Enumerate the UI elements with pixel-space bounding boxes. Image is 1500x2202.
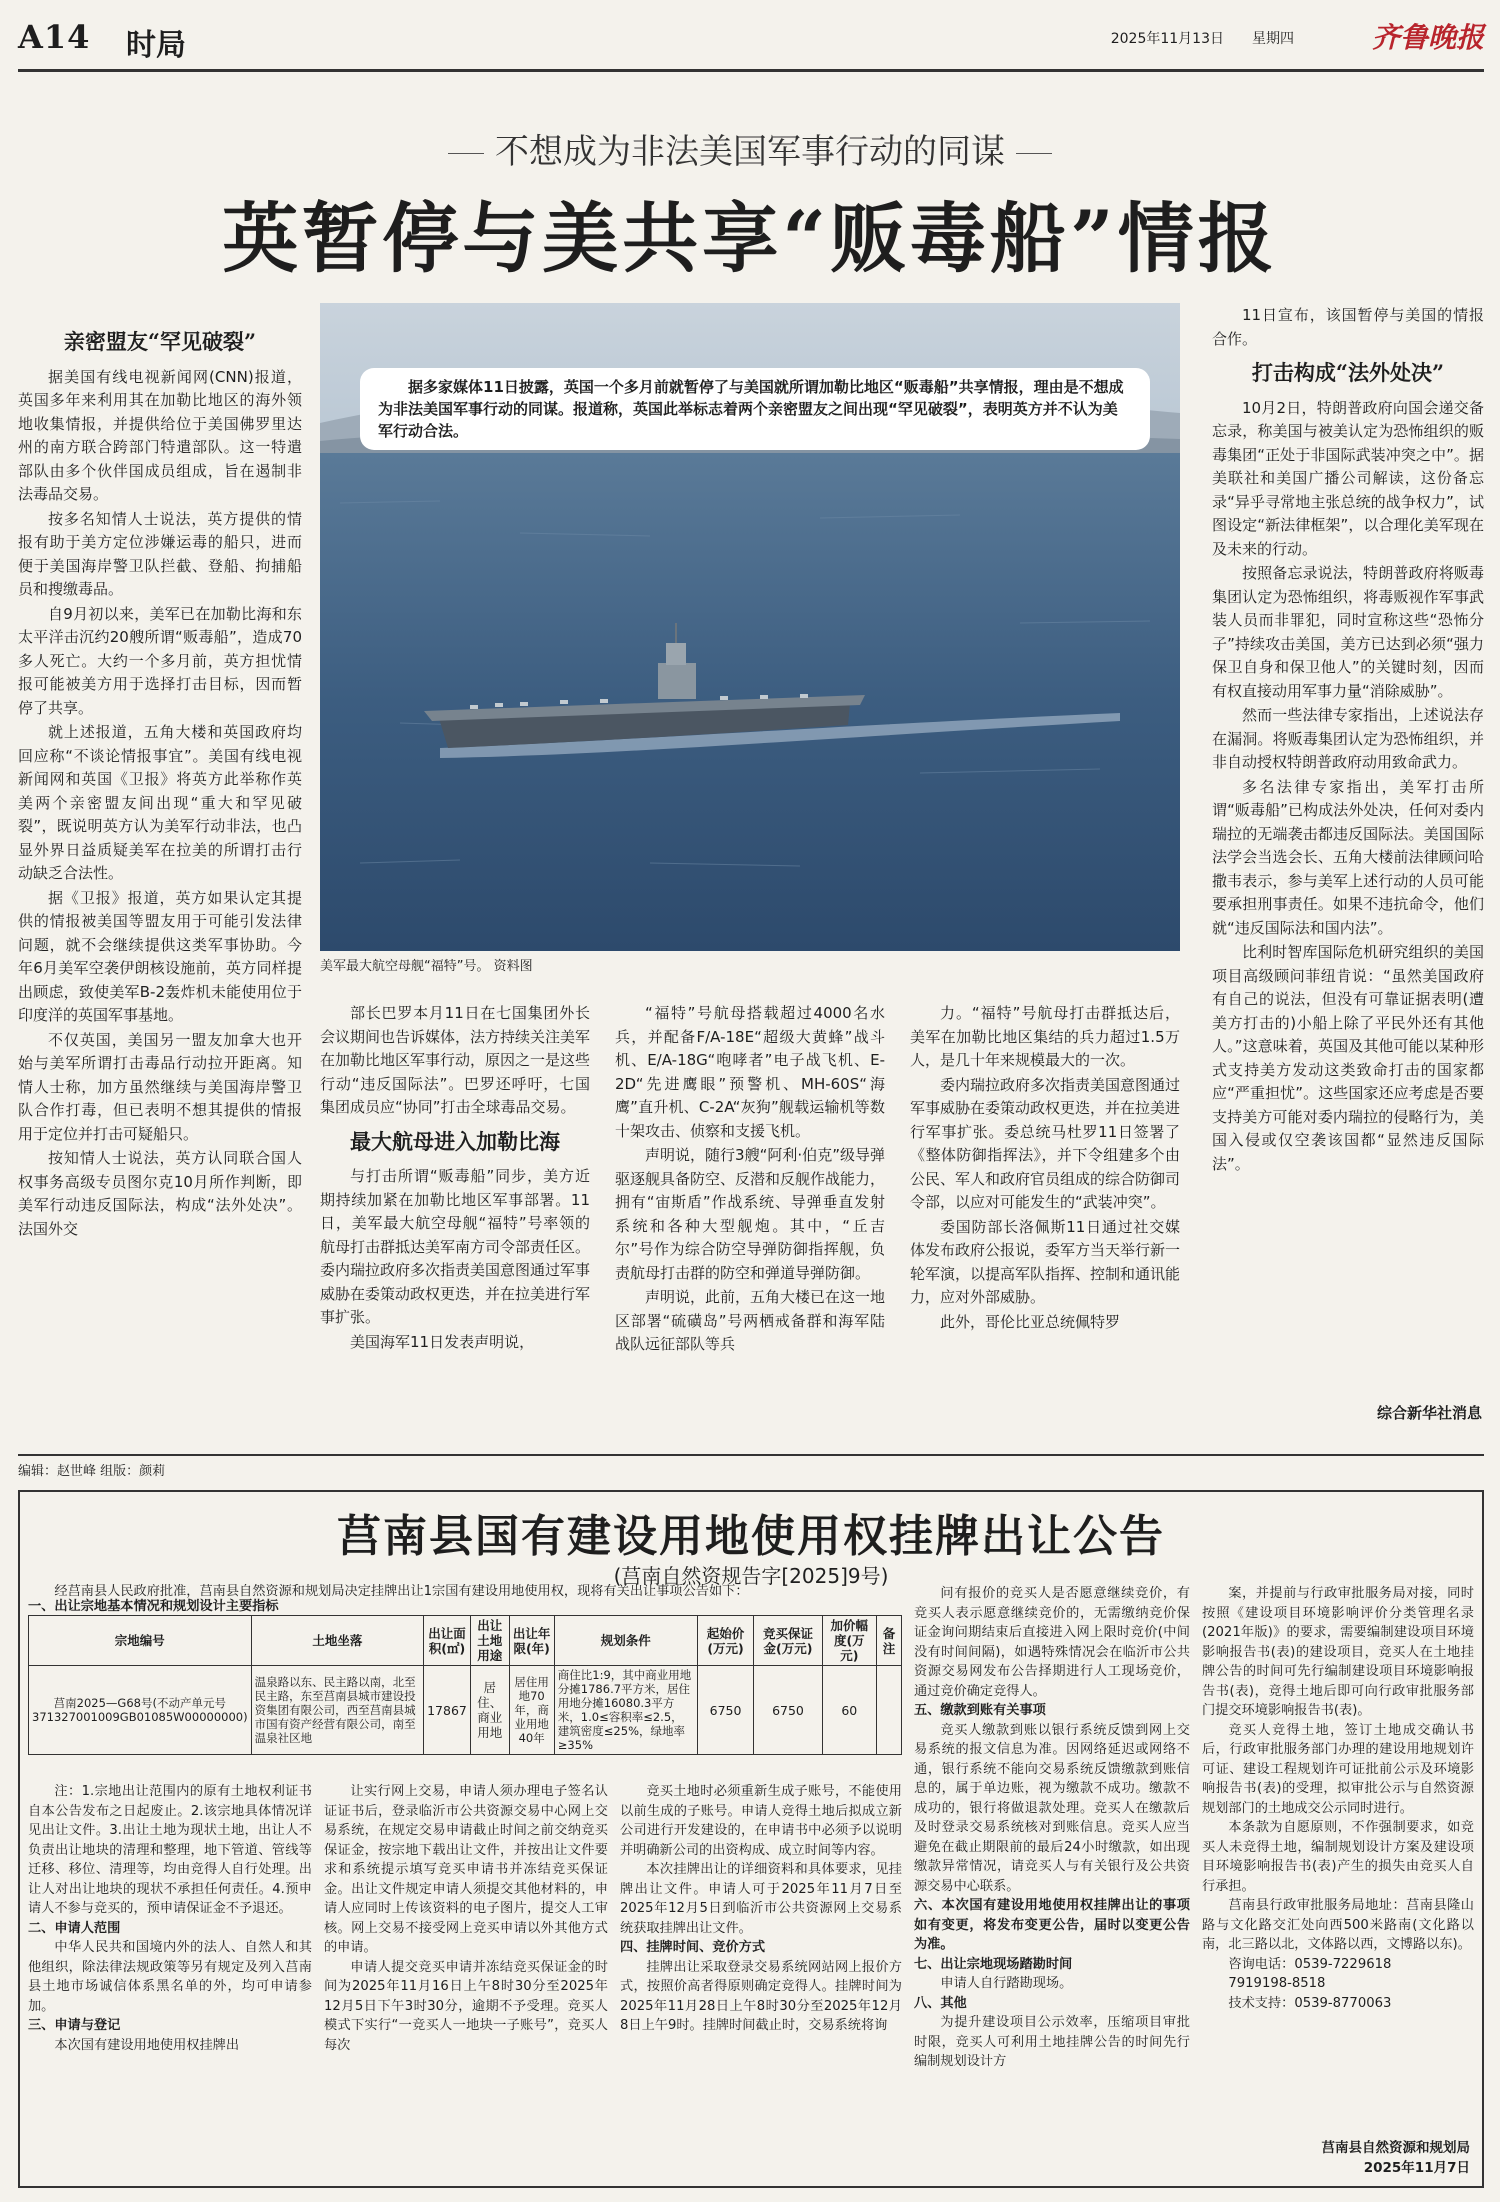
paragraph: 10月2日，特朗普政府向国会递交备忘录，称美国与被美认定为恐怖组织的贩毒集团“正处于非国际武装冲突之中”。据美联社和美国广播公司解读，这份备忘录“异乎寻常地主张总统的战争权力”，试图设定“新法律框架”，以合理化美军现在及未来的行动。 <box>1212 398 1484 558</box>
page-number: A14 <box>18 18 91 56</box>
paragraph: 竞买人缴款到账以银行系统反馈到网上交易系统的报文信息为准。因网络延迟或网络不通，银行系统不能向交易系统反馈缴款到账信息的，属于单边账，视为缴款不成功。缴款不成功的，银行将做退款处理。竞买人在缴款后及时登录交易系统核对到账信息。竞买人应当避免在截止期限前的最后24小时缴款，如出现缴款异常情况，请竞买人与有关银行及公共资源交易中心联系。 <box>914 1722 1190 1894</box>
paragraph: 本条款为自愿原则，不作强制要求，如竞买人未竞得土地，编制规划设计方案及建设项目环境影响报告书(表)产生的损失由竞买人自行承担。 <box>1202 1820 1474 1894</box>
paragraph: 按知情人士说法，英方认同联合国人权事务高级专员图尔克10月所作判断，即美军行动违反国际法，构成“法外处决”。法国外交 <box>18 1149 302 1238</box>
table-cell: 6750 <box>697 1666 754 1755</box>
paragraph: 技术支持：0539-8770063 <box>1228 1995 1392 2011</box>
paragraphs <box>320 1002 590 1120</box>
table-cell: 居住、商业用地 <box>470 1666 509 1755</box>
paragraph: 注：1.宗地出让范围内的原有土地权利证书自本公告发布之日起废止。2.该宗地具体情况详见出让文件。3.出让土地为现状土地，出让人不负责出让地块的清理和整理，地下管道、管线等迁移、移位、清理等，均由竞得人自行处理。出让人对出让地块的现状不承担任何责任。4.预申请人不参与竞买的，预申请保证金不予退还。 <box>28 1784 312 1916</box>
notice-column-1 <box>28 1782 312 2182</box>
paragraph: 不仅英国，美国另一盟友加拿大也开始与美军所谓打击毒品行动拉开距离。知情人士称，加方虽然继续与美国海岸警卫队合作打毒，但已表明不想其提供的情报用于定位并打击可疑船只。 <box>18 1030 302 1143</box>
paragraph: 与打击所谓“贩毒船”同步，美方近期持续加紧在加勒比地区军事部署。11日，美军最大航空母舰“福特”号率领的航母打击群抵达美军南方司令部责任区。委内瑞拉政府多次指责美国意图通过军事威胁在委策动政权更迭，并在拉美进行军事扩张。 <box>320 1167 590 1326</box>
paragraph: 申请人提交竞买申请并冻结竞买保证金的时间为2025年11月16日上午8时30分至2025年12月5日下午3时30分，逾期不予受理。竞买人模式下实行“一竞买人一地块一子账号”，竞买人每次 <box>324 1959 608 2053</box>
notice-column-5 <box>1202 1584 1474 2132</box>
notice-signature <box>1322 2138 1471 2178</box>
paragraph: 此外，哥伦比亚总统佩特罗 <box>940 1312 1121 1331</box>
editor-line: 编辑：赵世峰 组版：颜莉 <box>18 1454 1484 1479</box>
table-header: 宗地编号 <box>29 1616 252 1666</box>
table-header: 规划条件 <box>554 1616 697 1666</box>
article-source: 综合新华社消息 <box>1376 1404 1482 1422</box>
table-header-row <box>29 1616 902 1666</box>
paragraph: 案，并提前与行政审批服务局对接，同时按照《建设项目环境影响评价分类管理名录(2021年版)》的要求，需要编制建设项目环境影响报告书(表)的建设项目，竞买人在土地挂牌公告的时间可先行编制建设项目环境影响报告书(表)，竞得土地后即可向行政审批服务部门提交环境影响报告书(表)。 <box>1202 1586 1474 1718</box>
paragraph: 声明说，随行3艘“阿利·伯克”级导弹驱逐舰具备防空、反潜和反舰作战能力，拥有“宙斯盾”作战系统、导弹垂直发射系统和各种大型舰炮。其中，“丘吉尔”号作为综合防空导弹防御指挥舰，负责航母打击群的防空和弹道导弹防御。 <box>615 1146 885 1282</box>
table-cell: 温泉路以东、民主路以南，北至民主路，东至莒南县城市建设投资集团有限公司，西至莒南县城市国有资产经营有限公司，南至温泉社区地 <box>251 1666 424 1755</box>
article-column-2 <box>320 1002 590 1432</box>
paragraph: 然而一些法律专家指出，上述说法存在漏洞。将贩毒集团认定为恐怖组织，并非自动授权特朗普政府动用致命武力。 <box>1212 706 1484 771</box>
newspaper-logo: 齐鲁晚报 <box>1371 21 1484 54</box>
paragraph: 本次国有建设用地使用权挂牌出 <box>54 2037 240 2053</box>
issue-date: 2025年11月7日 <box>1363 2160 1470 2176</box>
article-headline: 英暂停与美共享“贩毒船”情报 <box>222 194 1278 283</box>
paragraph: 三、申请与登记 <box>28 2018 121 2033</box>
table-header: 竞买保证金(万元) <box>754 1616 822 1666</box>
paragraph: 问有报价的竞买人是否愿意继续竞价，有竞买人表示愿意继续竞价的，无需缴纳竞价保证金询问期结束后直接进入网上限时竞价(中间没有时间间隔)，如遇特殊情况会在临沂市公共资源交易网发布公告择期进行人工现场竞价，通过竞价确定竞得人。 <box>914 1586 1190 1699</box>
land-parcel-table <box>28 1615 902 1755</box>
paragraph: 就上述报道，五角大楼和英国政府均回应称“不谈论情报事宜”。美国有线电视新闻网和英国《卫报》将英方此举称作英美两个亲密盟友间出现“重大和罕见破裂”，既说明英方认为美军行动非法，也凸显外界日益质疑美军在拉美的所谓打击行动缺乏合法性。 <box>18 723 302 882</box>
issue-date: 2025年11月13日 <box>1110 31 1224 47</box>
paragraph: 多名法律专家指出，美军打击所谓“贩毒船”已构成法外处决，任何对委内瑞拉的无端袭击都违反国际法。美国国际法学会当选会长、五角大楼前法律顾问哈撒韦表示，参与美军上述行动的人员可能要承担刑事责任。如果不违抗命令，他们就“违反国际法和国内法”。 <box>1212 777 1484 937</box>
paragraph: 按照备忘录说法，特朗普政府将贩毒集团认定为恐怖组织，将毒贩视作军事武装人员而非罪犯，同时宣称这些“恐怖分子”持续攻击美国，美方已达到必须“强力保卫自身和保卫他人”的关键时刻，因而有权直接动用军事力量“消除威胁”。 <box>1212 564 1484 700</box>
paragraph: 声明说，此前，五角大楼已在这一地区部署“硫磺岛”号两栖戒备群和海军陆战队远征部队等兵 <box>615 1288 885 1353</box>
paragraph: 委内瑞拉政府多次指责美国意图通过军事威胁在委策动政权更迭，并在拉美进行军事扩张。委总统马杜罗11日签署了《整体防御指挥法》，并下令组建多个由公民、军人和政府官员组成的综合防御司令部，以应对可能发生的“武装冲突”。 <box>910 1075 1180 1211</box>
notice-column-4 <box>914 1584 1190 2182</box>
paragraph: 为提升建设项目公示效率，压缩项目审批时限，竞买人可利用土地挂牌公告的时间先行编制规划设计方 <box>914 2015 1190 2069</box>
paragraph: 按多名知情人士说法，英方提供的情报有助于美方定位涉嫌运毒的船只，进而便于美国海岸警卫队拦截、登船、拘捕船员和搜缴毒品。 <box>18 509 302 598</box>
notice-paragraphs <box>914 1584 1190 2072</box>
table-cell: 60 <box>822 1666 876 1755</box>
kicker-text: 不想成为非法美国军事行动的同谋 <box>495 132 1005 172</box>
notice-column-3 <box>620 1782 902 2182</box>
paragraph: 四、挂牌时间、竞价方式 <box>620 1940 766 1955</box>
paragraphs <box>910 1002 1180 1334</box>
paragraph: 力。“福特”号航母打击群抵达后，美军在加勒比地区集结的兵力超过1.5万人，是几十年来规模最大的一次。 <box>910 1004 1180 1069</box>
paragraphs <box>18 366 302 1242</box>
table-cell: 居住用地70年，商业用地40年 <box>509 1666 554 1755</box>
paragraph: 7919198-8518 <box>1228 1976 1326 1991</box>
paragraph: 本次挂牌出让的详细资料和具体要求，见挂牌出让文件。申请人可于2025年11月7日至2025年12月5日到临沂市公共资源网上交易系统获取挂牌出让文件。 <box>620 1862 902 1936</box>
table-header: 加价幅度(万元) <box>822 1616 876 1666</box>
paragraphs <box>320 1165 590 1354</box>
table-row <box>29 1666 902 1755</box>
table-cell: 6750 <box>754 1666 822 1755</box>
paragraph: 让实行网上交易，申请人须办理电子签名认证证书后，登录临沂市公共资源交易中心网上交易系统，在规定交易申请截止时间之前交纳竞买保证金，按宗地下载出让文件，并按出让文件要求和系统提示填写竞买申请书并冻结竞买保证金。出让文件规定申请人须提交其他材料的，申请人应同时上传该资料的电子图片，提交人工审核。网上交易不接受网上竞买申请以外其他方式的申请。 <box>324 1784 608 1955</box>
table-cell: 17867 <box>424 1666 471 1755</box>
paragraph: 申请人自行踏勘现场。 <box>940 1976 1073 1991</box>
paragraph: 美国海军11日发表声明说， <box>350 1332 535 1351</box>
intro-text: 经莒南县人民政府批准，莒南县自然资源和规划局决定挂牌出让1宗国有建设用地使用权，现将有关出让事项公告如下： <box>54 1584 749 1599</box>
notice-paragraphs <box>28 1782 312 2055</box>
issue-weekday: 星期四 <box>1252 31 1294 47</box>
section-heading: 一、出让宗地基本情况和规划设计主要指标 <box>28 1599 279 1614</box>
photo-caption: 美军最大航空母舰“福特”号。 资料图 <box>320 959 533 974</box>
article-column-3 <box>615 1002 885 1432</box>
table-cell <box>877 1666 902 1755</box>
paragraph: 部长巴罗本月11日在七国集团外长会议期间也告诉媒体，法方持续关注美军在加勒比地区军事行动，原因之一是这些行动“违反国际法”。巴罗还呼吁，七国集团成员应“协同”打击全球毒品交易。 <box>320 1004 590 1116</box>
article-column-1 <box>18 320 302 1432</box>
table-header: 出让年限(年) <box>509 1616 554 1666</box>
table-cell: 商住比1:9，其中商业用地分摊1786.7平方米，居住用地分摊16080.3平方米，1.0≤容积率≤2.5，建筑密度≤25%，绿地率≥35% <box>554 1666 697 1755</box>
paragraph: 委国防部长洛佩斯11日通过社交媒体发布政府公报说，委军方当天举行新一轮军演，以提高军队指挥、控制和通讯能力，应对外部威胁。 <box>910 1217 1180 1306</box>
paragraph: 二、申请人范围 <box>28 1920 121 1936</box>
paragraphs <box>1212 304 1484 351</box>
section-name: 时局 <box>126 28 186 63</box>
paragraph: 比利时智库国际危机研究组织的美国项目高级顾问菲纽肯说：“虽然美国政府有自己的说法，但没有可靠证据表明(遭美方打击的)小船上除了平民外还有其他人。”这意味着，英国及其他可能以某种形式支持美方发动这类致命打击的国家都应“严重担忧”。这些国家还应考虑是否要支持美方可能对委内瑞拉的侵略行为，美国入侵或仅空袭该国都“显然违反国际法”。 <box>1212 943 1484 1173</box>
table-header: 土地坐落 <box>251 1616 424 1666</box>
table-header: 备注 <box>877 1616 902 1666</box>
article-kicker <box>0 124 1500 173</box>
table-header: 出让面积(㎡) <box>424 1616 471 1666</box>
article-summary: 据多家媒体11日披露，英国一个多月前就暂停了与美国就所谓加勒比地区“贩毒船”共享情报，理由是不想成为非法美国军事行动的同谋。报道称，英国此举标志着两个亲密盟友之间出现“罕见破裂”，表明英方并不认为美军行动合法。 <box>360 368 1150 450</box>
paragraph: 竞买土地时必须重新生成子账号，不能使用以前生成的子账号。申请人竞得土地后拟成立新公司进行开发建设的，在申请书中必须予以说明并明确新公司的出资构成、成立时间等内容。 <box>620 1784 902 1858</box>
paragraph: 七、出让宗地现场踏勘时间 <box>914 1956 1073 1972</box>
paragraphs <box>1212 397 1484 1177</box>
table-header: 起始价(万元) <box>697 1616 754 1666</box>
notice-column-2 <box>324 1782 608 2182</box>
notice-paragraphs <box>324 1782 608 2055</box>
paragraph: 据美国有线电视新闻网(CNN)报道，英国多年来利用其在加勒比地区的海外领地收集情报，并提供给位于美国佛罗里达州的南方联合跨部门特遣部队。这一特遣部队由多个伙伴国成员组成，旨在遏制非法毒品交易。 <box>18 367 302 503</box>
article-column-4 <box>910 1002 1180 1432</box>
paragraph: 六、本次国有建设用地使用权挂牌出让的事项如有变更，将发布变更公告，届时以变更公告为准。 <box>914 1898 1190 1952</box>
paragraph: 挂牌出让采取登录交易系统网站网上报价方式，按照价高者得原则确定竞得人。挂牌时间为2025年11月28日上午8时30分至2025年12月8日上午9时。挂牌时间截止时，交易系统将询 <box>620 1959 902 2033</box>
land-auction-notice <box>18 1490 1484 2188</box>
table-header: 出让土地用途 <box>470 1616 509 1666</box>
paragraph: “福特”号航母搭载超过4000名水兵，并配备F/A-18E“超级大黄蜂”战斗机、E/A-18G“咆哮者”电子战飞机、E-2D“先进鹰眼”预警机、MH-60S“海鹰”直升机、C-2A“灰狗”舰载运输机等数十架攻击、侦察和支援飞机。 <box>615 1004 885 1140</box>
paragraph: 自9月初以来，美军已在加勒比海和东太平洋击沉约20艘所谓“贩毒船”，造成70多人死亡。大约一个多月前，英方担忧情报可能被美方用于选择打击目标，因而暂停了共享。 <box>18 604 302 717</box>
notice-title: 莒南县国有建设用地使用权挂牌出让公告 <box>337 1511 1165 1562</box>
paragraph: 咨询电话：0539-7229618 <box>1228 1956 1392 1972</box>
notice-intro <box>28 1584 902 1616</box>
issuing-agency: 莒南县自然资源和规划局 <box>1321 2140 1470 2156</box>
paragraph: 据《卫报》报道，英方如果认定其提供的情报被美国等盟友用于可能引发法律问题，就不会继续提供这类军事协助。今年6月美军空袭伊朗核设施前，英方同样提出顾虑，致使美军B-2轰炸机未能使用位于印度洋的英国军事基地。 <box>18 888 302 1024</box>
subheading: 亲密盟友“罕见破裂” <box>63 329 257 354</box>
notice-subtitle: (莒南自然资规告字[2025]9号) <box>613 1564 889 1588</box>
page-header <box>18 14 1484 72</box>
paragraph: 竞买人竞得土地，签订土地成交确认书后，行政审批服务部门办理的建设用地规划许可证、建设工程规划许可证批前公示及环境影响报告书(表)的受理，拟审批公示与自然资源规划部门的土地成交公示同时进行。 <box>1202 1722 1474 1816</box>
subheading: 打击构成“法外处决” <box>1251 360 1445 385</box>
subheading: 最大航母进入加勒比海 <box>350 1128 560 1154</box>
paragraph: 八、其他 <box>914 1995 967 2011</box>
paragraph: 11日宣布，该国暂停与美国的情报合作。 <box>1212 306 1484 348</box>
article-column-5 <box>1212 304 1484 1402</box>
notice-paragraphs <box>620 1782 902 2036</box>
paragraph: 中华人民共和国境内外的法人、自然人和其他组织，除法律法规政策等另有规定及列入莒南县土地市场诚信体系黑名单的外，均可申请参加。 <box>28 1940 312 2014</box>
paragraphs <box>615 1002 885 1357</box>
paragraph: 五、缴款到账有关事项 <box>914 1703 1046 1718</box>
notice-paragraphs <box>1202 1584 1474 2013</box>
paragraph: 莒南县行政审批服务局地址：莒南县隆山路与文化路交汇处向西500米路南(文化路以南，北三路以北，文体路以西，文博路以东)。 <box>1202 1898 1474 1952</box>
table-cell: 莒南2025—G68号(不动产单元号371327001009GB01085W00000000) <box>29 1666 252 1755</box>
